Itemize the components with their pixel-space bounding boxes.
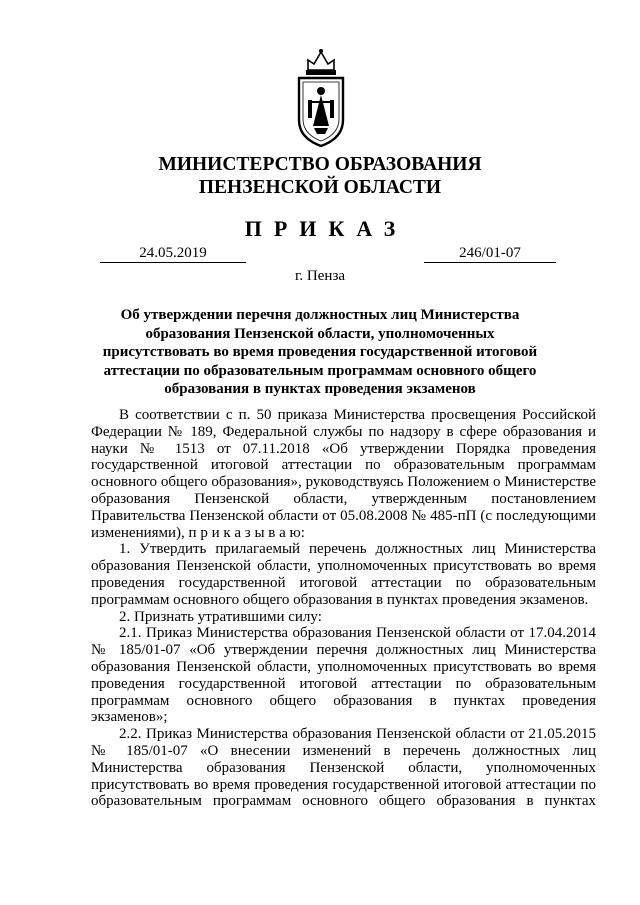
paragraph-item-1: 1. Утвердить прилагаемый перечень должностных лиц Министерства образования Пензенской области, уполномоченных присутствовать во время проведения государственной итоговой аттестации по образовательным программам основного общего образования в пунктах проведения экзаменов. bbox=[91, 541, 596, 608]
document-body bbox=[91, 407, 596, 810]
paragraph-item-2-1: 2.1. Приказ Министерства образования Пензенской области от 17.04.2014 № 185/01-07 «Об утверждении перечня должностных лиц Министерства образования Пензенской области, уполномоченных присутствовать во время проведения государственной итоговой аттестации по образовательным программам основного общего образования в пунктах проведения экзаменов»; bbox=[91, 625, 596, 726]
ministry-name-line1: МИНИСТЕРСТВО ОБРАЗОВАНИЯ bbox=[158, 154, 482, 175]
document-type-heading: ПРИКАЗ bbox=[244, 216, 408, 241]
order-number: 246/01-07 bbox=[424, 244, 556, 263]
order-date: 24.05.2019 bbox=[100, 244, 246, 263]
city-name: г. Пенза bbox=[294, 268, 346, 284]
paragraph-preamble: В соответствии с п. 50 приказа Министерства просвещения Российской Федерации № 189, Федеральной службы по надзору в сфере образования и науки № 1513 от 07.11.2018 «Об утверждении Порядка проведения государственной итоговой аттестации по образовательным программам основного общего образования», руководствуясь Положением о Министерстве образования Пензенской области, утвержденным постановлением Правительства Пензенской области от 05.08.2008 № 485-пП (с последующими изменениями), п р и к а з ы в а ю: bbox=[91, 407, 596, 541]
paragraph-item-2: 2. Признать утратившими силу: bbox=[119, 608, 322, 625]
document-title: Об утверждении перечня должностных лиц Министерства образования Пензенской области, уполномоченных присутствовать во время проведения государственной итоговой аттестации по образовательным программам основного общего образования в пунктах проведения экзаменов bbox=[102, 307, 538, 397]
paragraph-item-2-2: 2.2. Приказ Министерства образования Пензенской области от 21.05.2015 № 185/01-07 «О внесении изменений в перечень должностных лиц Министерства образования Пензенской области, уполномоченных присутствовать во время проведения государственной итоговой аттестации по образовательным программам основного общего образования в пунктах bbox=[91, 726, 596, 810]
ministry-name-line2: ПЕНЗЕНСКОЙ ОБЛАСТИ bbox=[198, 177, 442, 198]
coat-of-arms-icon bbox=[294, 48, 348, 150]
